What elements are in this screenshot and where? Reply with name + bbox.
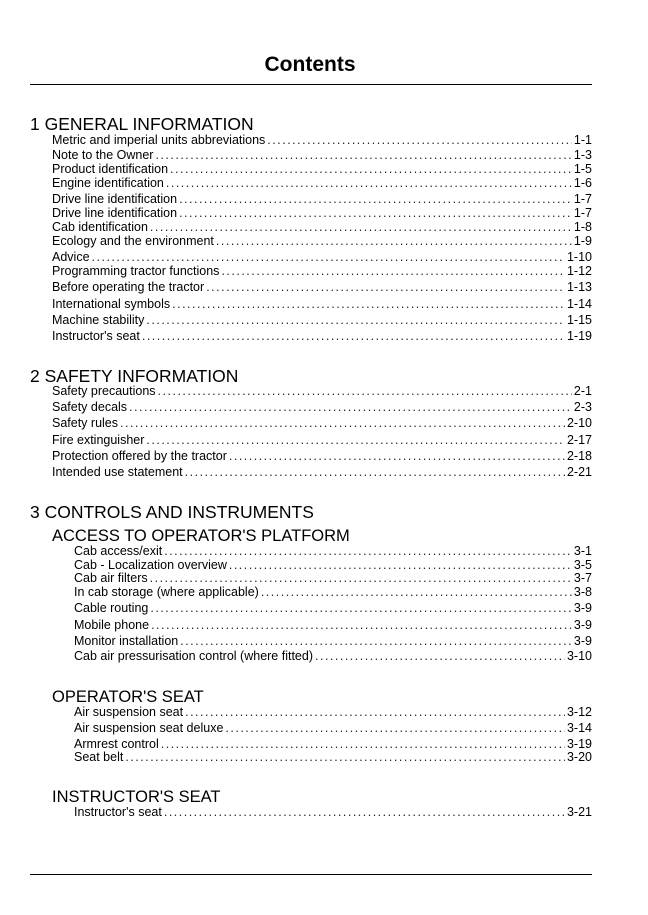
dot-leader [267,133,572,148]
toc-entry-page: 2-18 [566,449,592,463]
toc-entry-page: 3-21 [566,805,592,819]
toc-entry[interactable] [52,220,592,235]
toc-entry[interactable] [52,329,592,344]
toc-entry-title: Intended use statement [52,465,183,479]
toc-entry-page: 1-7 [573,206,592,220]
toc-entry-title: Air suspension seat [74,705,184,719]
toc-entry-page: 1-10 [566,250,592,264]
toc-entry-title: Ecology and the environment [52,234,214,248]
toc-entry-title: Metric and imperial units abbreviations [52,133,266,147]
toc-entry[interactable] [52,465,592,480]
toc-entry-title: Seat belt [74,750,124,764]
toc-entry[interactable] [74,571,592,586]
toc-entry-page: 1-15 [566,313,592,327]
toc-entry-page: 1-6 [573,176,592,190]
toc-entry[interactable] [52,264,592,279]
toc-entry[interactable] [52,384,592,399]
toc-entry-page: 1-14 [566,297,592,311]
toc-entry-page: 2-3 [573,400,592,414]
toc-entry-title: In cab storage (where applicable) [74,585,259,599]
toc-entry-title: Cab - Localization overview [74,558,227,572]
toc-entry-page: 1-7 [573,192,592,206]
toc-entry-page: 3-12 [566,705,592,719]
toc-entry-title: Machine stability [52,313,145,327]
dot-leader [150,601,572,616]
toc-entry-page: 3-9 [573,601,592,615]
toc-entry-title: Cab access/exit [74,544,163,558]
toc-entry[interactable] [52,416,592,431]
dot-leader [221,264,565,279]
toc-entry-title: Cab identification [52,220,148,234]
section-heading: 3 CONTROLS AND INSTRUMENTS [30,502,314,522]
dot-leader [146,433,565,448]
toc-entry-title: Drive line identification [52,206,178,220]
toc-entry-title: Cab air filters [74,571,148,585]
toc-entry-page: 3-9 [573,634,592,648]
dot-leader [225,721,565,736]
toc-entry-title: Fire extinguisher [52,433,145,447]
toc-entry-title: Safety precautions [52,384,156,398]
toc-entry-title: Safety decals [52,400,128,414]
toc-entry[interactable] [52,133,592,148]
dot-leader [151,618,572,633]
toc-entry-title: Product identification [52,162,169,176]
dot-leader [150,220,572,235]
toc-entry[interactable] [52,280,592,295]
toc-entry-page: 3-20 [566,750,592,764]
toc-entry-title: Monitor installation [74,634,179,648]
toc-entry-title: Safety rules [52,416,119,430]
toc-entry[interactable] [52,313,592,328]
toc-entry-page: 2-17 [566,433,592,447]
toc-entry-title: Engine identification [52,176,164,190]
toc-entry-page: 1-3 [573,148,592,162]
toc-entry[interactable] [52,433,592,448]
toc-entry-page: 3-7 [573,571,592,585]
toc-entry[interactable] [74,585,592,600]
toc-entry-page: 1-8 [573,220,592,234]
dot-leader [146,313,565,328]
toc-entry[interactable] [52,449,592,464]
toc-entry[interactable] [52,176,592,191]
toc-entry-page: 2-10 [566,416,592,430]
toc-entry-title: Armrest control [74,737,159,751]
toc-entry-page: 3-5 [573,558,592,572]
toc-entry[interactable] [74,544,592,559]
dot-leader [179,206,572,221]
toc-entry-page: 3-8 [573,585,592,599]
toc-entry[interactable] [74,750,592,765]
dot-leader [216,234,572,249]
toc-entry-title: Protection offered by the tractor [52,449,227,463]
toc-entry[interactable] [52,192,592,207]
toc-entry-page: 1-19 [566,329,592,343]
dot-leader [261,585,572,600]
dot-leader [92,250,565,265]
toc-entry-title: International symbols [52,297,171,311]
toc-entry-page: 1-12 [566,264,592,278]
dot-leader [142,329,565,344]
subsection-heading: ACCESS TO OPERATOR'S PLATFORM [52,527,350,545]
dot-leader [179,192,572,207]
dot-leader [315,649,565,664]
dot-leader [172,297,565,312]
toc-entry-page: 3-9 [573,618,592,632]
toc-entry-page: 1-9 [573,234,592,248]
toc-entry[interactable] [52,250,592,265]
subsection-heading: INSTRUCTOR'S SEAT [52,788,221,806]
page-title: Contents [264,53,356,76]
dot-leader [120,416,565,431]
toc-entry-title: Mobile phone [74,618,150,632]
toc-entry[interactable] [52,297,592,312]
toc-entry-page: 2-21 [566,465,592,479]
toc-entry-title: Instructor's seat [74,805,162,819]
toc-entry-title: Programming tractor functions [52,264,220,278]
dot-leader [164,544,572,559]
toc-entry[interactable] [52,162,592,177]
toc-entry-title: Cable routing [74,601,149,615]
toc-entry-title: Before operating the tractor [52,280,205,294]
header-divider [30,84,592,85]
dot-leader [166,176,572,191]
toc-entry[interactable] [74,705,592,720]
dot-leader [158,384,572,399]
toc-entry[interactable] [74,805,592,820]
toc-entry-title: Drive line identification [52,192,178,206]
dot-leader [185,465,565,480]
toc-entry-page: 3-10 [566,649,592,663]
toc-entry-page: 3-19 [566,737,592,751]
toc-entry[interactable] [52,400,592,415]
toc-entry[interactable] [74,649,592,664]
toc-entry[interactable] [74,721,592,736]
toc-entry-title: Advice [52,250,90,264]
toc-entry-page: 1-5 [573,162,592,176]
toc-entry-title: Note to the Owner [52,148,154,162]
dot-leader [180,634,572,649]
subsection-heading: OPERATOR'S SEAT [52,688,204,706]
toc-entry-page: 3-1 [573,544,592,558]
toc-entry[interactable] [52,148,592,163]
toc-entry-page: 1-1 [573,133,592,147]
dot-leader [206,280,565,295]
toc-entry[interactable] [74,618,592,633]
dot-leader [150,571,572,586]
footer-divider [30,874,592,875]
section-heading: 1 GENERAL INFORMATION [30,114,254,134]
dot-leader [164,805,565,820]
dot-leader [155,148,571,163]
toc-entry[interactable] [74,601,592,616]
dot-leader [125,750,565,765]
toc-entry-page: 3-14 [566,721,592,735]
toc-entry[interactable] [52,206,592,221]
toc-entry-page: 1-13 [566,280,592,294]
section-heading: 2 SAFETY INFORMATION [30,366,239,386]
dot-leader [229,449,565,464]
dot-leader [185,705,565,720]
toc-entry[interactable] [52,234,592,249]
dot-leader [129,400,572,415]
toc-entry[interactable] [74,634,592,649]
toc-entry-title: Instructor's seat [52,329,140,343]
toc-entry-title: Cab air pressurisation control (where fitted) [74,649,313,663]
dot-leader [170,162,572,177]
toc-entry-page: 2-1 [573,384,592,398]
toc-entry-title: Air suspension seat deluxe [74,721,224,735]
